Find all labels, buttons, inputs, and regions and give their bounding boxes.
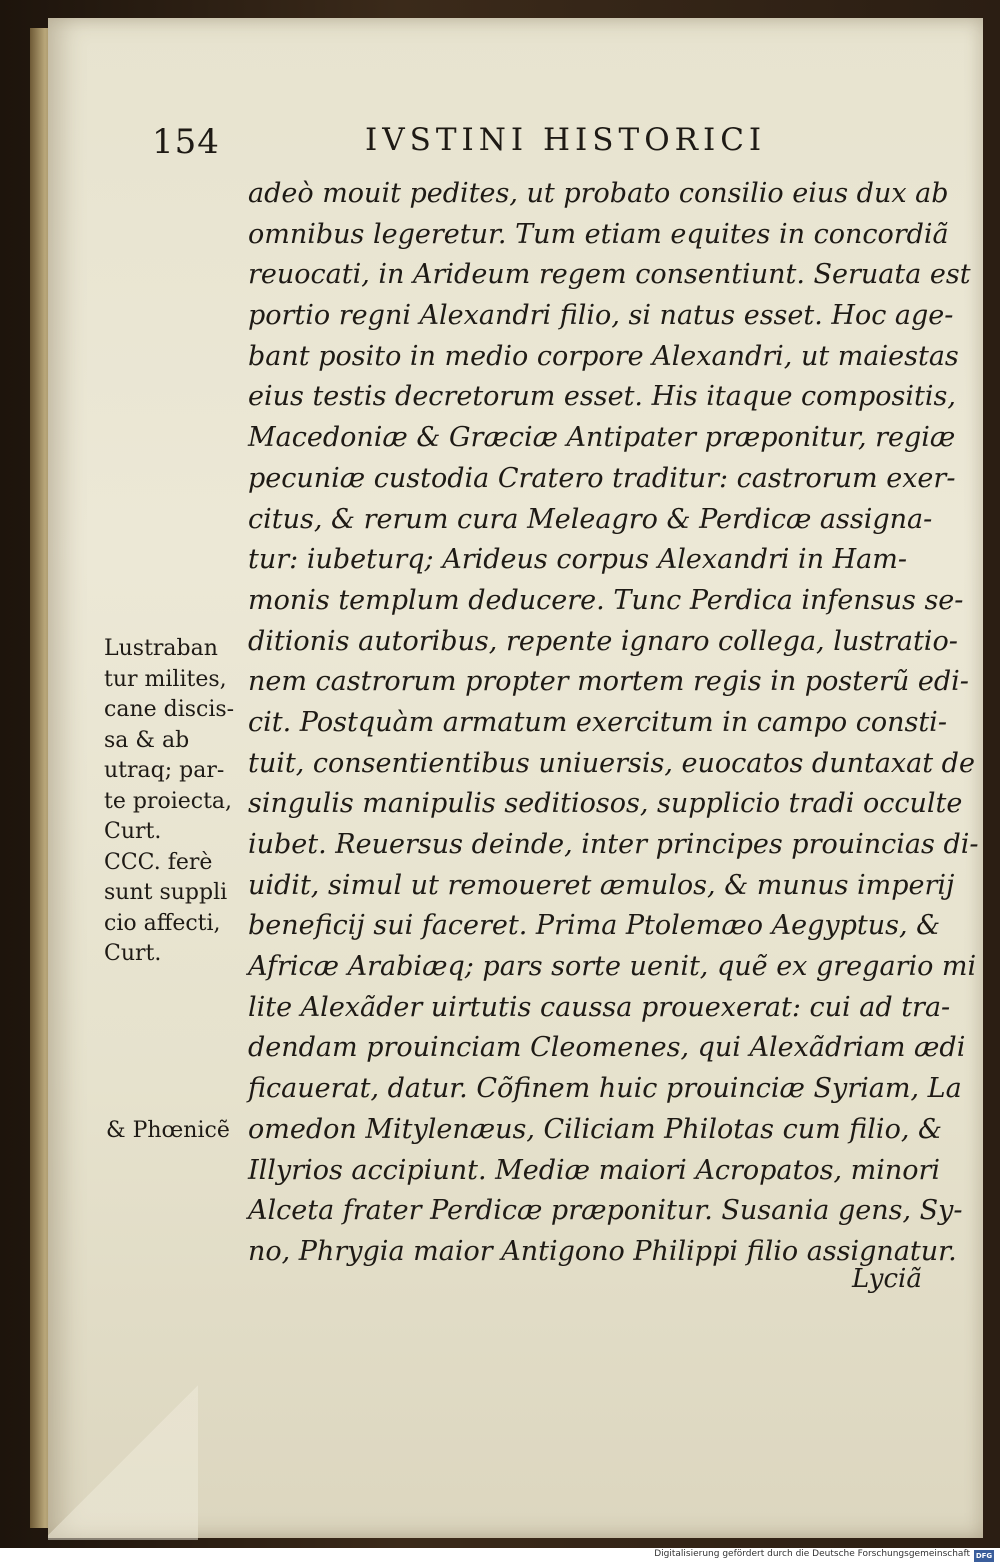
text-line: citus, & rerum cura Meleagro & Perdicæ assigna- (248, 503, 933, 535)
text-line: omnibus legeretur. Tum etiam equites in concordiã (248, 218, 949, 250)
margin-note-line: sunt suppli (104, 880, 228, 905)
folded-corner (48, 1380, 198, 1540)
text-line: reuocati, in Arideum regem consentiunt. Seruata est (248, 259, 971, 291)
text-line: monis templum deducere. Tunc Perdica infensus se- (248, 584, 964, 616)
margin-notes (104, 634, 264, 1143)
text-line: lite Alexãder uirtutis caussa prouexerat: cui ad tra- (248, 991, 951, 1023)
margin-note-1 (104, 634, 264, 970)
margin-note-line: tur milites, (104, 666, 227, 692)
text-line: Africæ Arabiæq; pars sorte uenit, quẽ ex gregario mi (248, 951, 977, 983)
margin-note-line: cio affecti, (104, 910, 221, 936)
text-line: ficauerat, datur. Cõfinem huic prouinciæ Syriam, La (248, 1073, 962, 1105)
margin-note-line: te proiecta, (104, 788, 233, 814)
catchword: Lyciã (852, 1264, 922, 1294)
text-line: adeò mouit pedites, ut probato consilio eius dux ab (248, 178, 949, 209)
text-line: singulis manipulis seditiosos, supplicio tradi occulte (248, 788, 963, 820)
margin-note-line: sa & ab (104, 727, 190, 753)
page-header (0, 122, 1000, 172)
text-line: beneficij sui faceret. Prima Ptolemæo Aegyptus, & (248, 910, 941, 942)
margin-note-line: Curt. (104, 819, 162, 844)
running-title: IVSTINI HISTORICI (365, 122, 767, 158)
text-line: dendam prouinciam Cleomenes, qui Alexãdriam ædi (248, 1032, 966, 1064)
text-line: no, Phrygia maior Antigono Philippi filio assignatur. (248, 1235, 957, 1267)
margin-note-line: Curt. (104, 941, 162, 966)
text-line: Illyrios accipiunt. Mediæ maiori Acropatos, minori (248, 1154, 941, 1186)
text-line: tur: iubeturq; Arideus corpus Alexandri in Ham- (248, 544, 907, 576)
dfg-logo: DFG (975, 1552, 993, 1560)
body-text (248, 174, 979, 1273)
text-line: pecuniæ custodia Cratero traditur: castrorum exer- (248, 462, 956, 494)
text-line: Alceta frater Perdicæ præponitur. Susania gens, Sy- (248, 1195, 963, 1227)
margin-note-line: cane discis- (104, 697, 235, 722)
text-line: tuit, consentientibus uniuersis, euocatos duntaxat de (248, 747, 975, 779)
text-line: portio regni Alexandri filio, si natus esset. Hoc age- (248, 300, 954, 332)
text-line: ditionis autoribus, repente ignaro collega, lustratio- (248, 625, 958, 657)
margin-note-line: utraq; par- (104, 758, 225, 783)
text-line: uidit, simul ut remoueret æmulos, & munus imperij (248, 869, 955, 901)
margin-note-line: Lustraban (104, 636, 218, 661)
text-line: nem castrorum propter mortem regis in posterũ edi- (248, 666, 969, 698)
digitization-credit: Digitalisierung gefördert durch die Deutsche Forschungsgemeinschaft (654, 1549, 970, 1559)
text-line: bant posito in medio corpore Alexandri, ut maiestas (248, 340, 959, 372)
margin-note-line: CCC. ferè (104, 849, 213, 875)
text-line: omedon Mitylenæus, Ciliciam Philotas cum filio, & (248, 1113, 943, 1145)
text-line: iubet. Reuersus deinde, inter principes prouincias di- (248, 829, 979, 860)
text-line: Macedoniæ & Græciæ Antipater præponitur, regiæ (248, 422, 956, 454)
text-line: cit. Postquàm armatum exercitum in campo consti- (248, 706, 947, 738)
margin-note-2: & Phœnicẽ (106, 1118, 230, 1143)
text-line: eius testis decretorum esset. His itaque compositis, (248, 381, 956, 413)
page-number: 154 (152, 122, 220, 162)
